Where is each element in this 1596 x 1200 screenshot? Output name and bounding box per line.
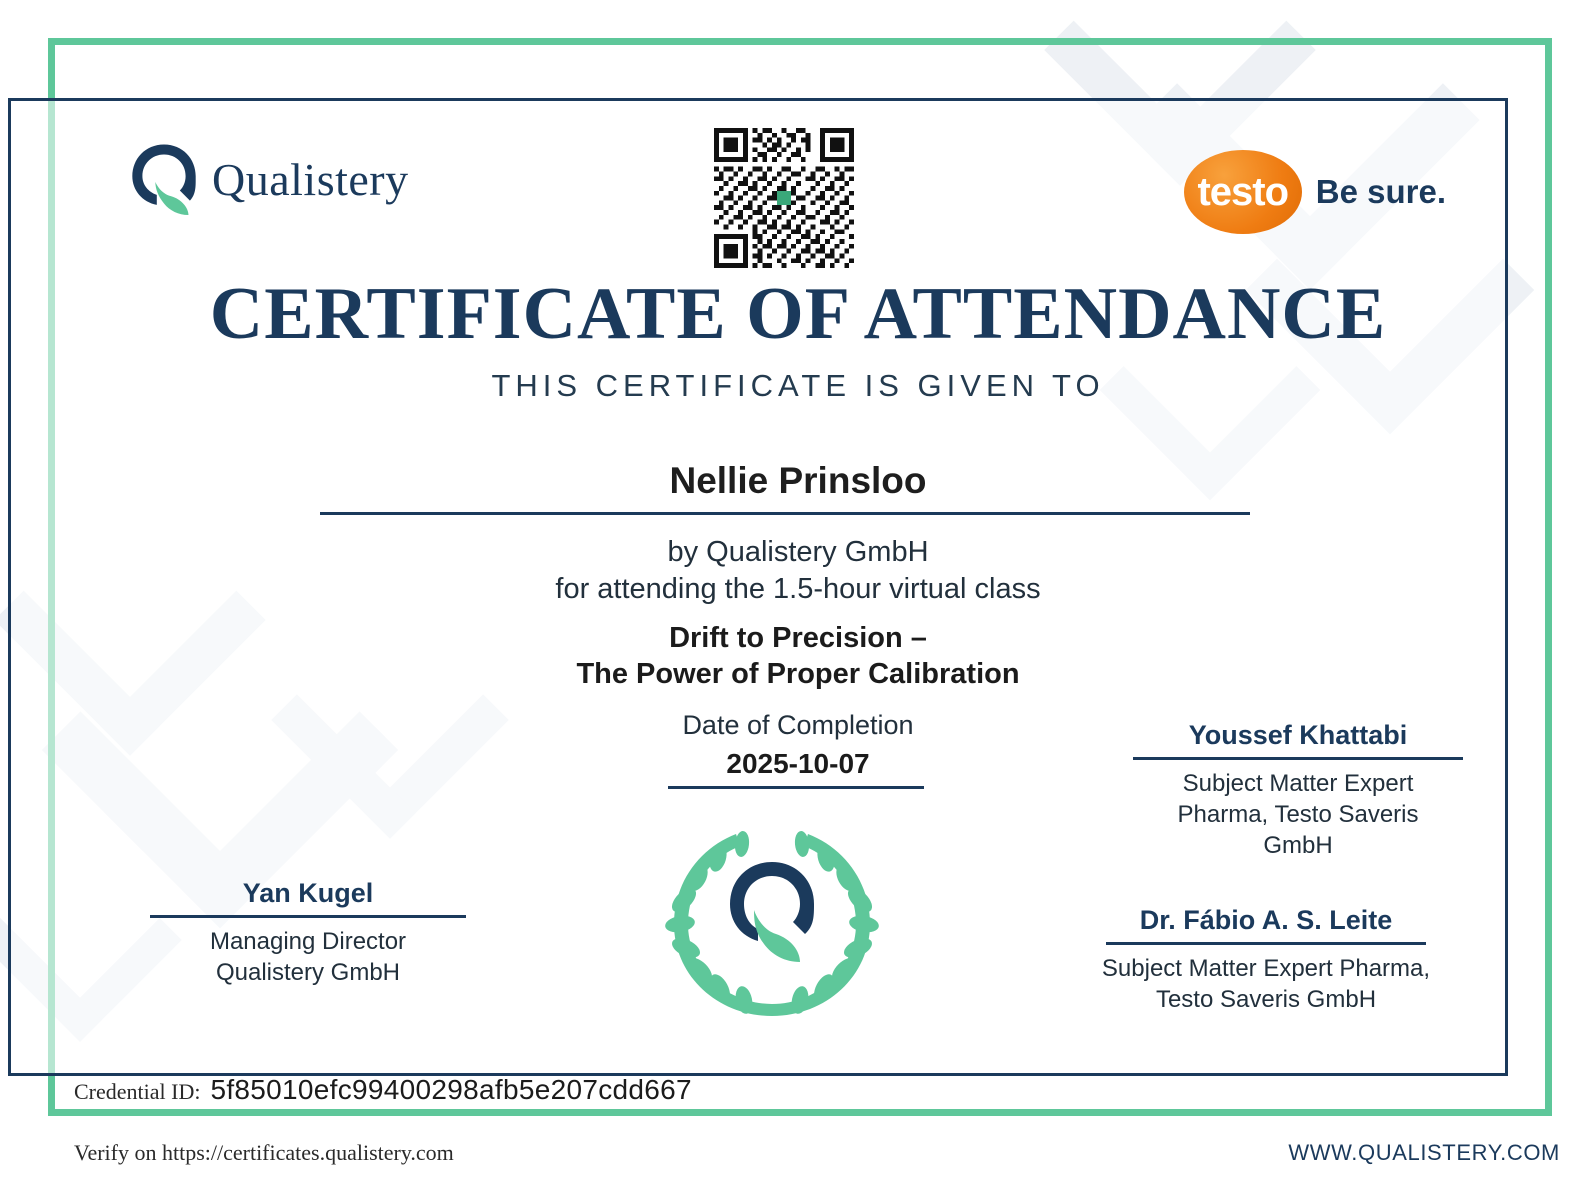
completion-date-label: Date of Completion [682, 710, 914, 740]
signature-block-sme-2 [1046, 905, 1486, 1015]
testo-logo [1184, 150, 1446, 234]
laurel-wreath-seal-icon [648, 812, 896, 1028]
signature-role-line-1: Subject Matter Expert [1182, 770, 1414, 797]
signature-name: Dr. Fábio A. S. Leite [1139, 905, 1393, 935]
page-title: CERTIFICATE OF ATTENDANCE [209, 273, 1387, 355]
testo-wordmark: testo [1184, 150, 1302, 234]
signature-rule [150, 915, 466, 918]
signature-role-line-2: Testo Saveris GmbH [1155, 986, 1377, 1014]
completion-date-value: 2025-10-07 [726, 748, 870, 779]
signature-role-line-1: Subject Matter Expert Pharma, [1101, 955, 1431, 982]
signature-role-line-2: Qualistery GmbH [215, 959, 401, 987]
qualistery-q-logo-icon [128, 140, 200, 218]
qualistery-wordmark: Qualistery [212, 153, 409, 205]
signature-role-line-2: Pharma, Testo Saveris [1177, 801, 1419, 829]
course-title [0, 620, 1596, 693]
signature-rule [1133, 757, 1463, 760]
signature-role-line-1: Managing Director [209, 928, 407, 955]
completion-date-underline [668, 786, 924, 789]
attendance-reason: for attending the 1.5-hour virtual class [555, 573, 1041, 605]
credential-id-row [74, 1074, 692, 1106]
signature-role-line-3: GmbH [1263, 832, 1333, 860]
recipient-name: Nellie Prinsloo [669, 460, 927, 501]
recipient-underline [320, 512, 1250, 515]
course-title-line-2: The Power of Proper Calibration [576, 658, 1020, 691]
awarding-organization: by Qualistery GmbH [667, 536, 929, 568]
website-url[interactable]: WWW.QUALISTERY.COM [1288, 1140, 1560, 1165]
signature-name: Youssef Khattabi [1188, 720, 1408, 750]
signature-name: Yan Kugel [242, 878, 374, 908]
course-title-line-1: Drift to Precision – [669, 622, 927, 654]
credential-id-label: Credential ID: [74, 1079, 201, 1104]
qualistery-logo [128, 140, 409, 218]
signature-block-sme-1 [1128, 720, 1468, 862]
credential-id-value: 5f85010efc99400298afb5e207cdd667 [210, 1074, 692, 1105]
testo-tagline: Be sure. [1315, 173, 1446, 210]
signature-block-managing-director [148, 878, 468, 988]
certificate-subtitle: THIS CERTIFICATE IS GIVEN TO [491, 368, 1105, 403]
signature-rule [1106, 942, 1426, 945]
qr-code-icon[interactable] [714, 128, 854, 268]
verify-link[interactable]: Verify on https://certificates.qualistery.com [74, 1140, 454, 1165]
